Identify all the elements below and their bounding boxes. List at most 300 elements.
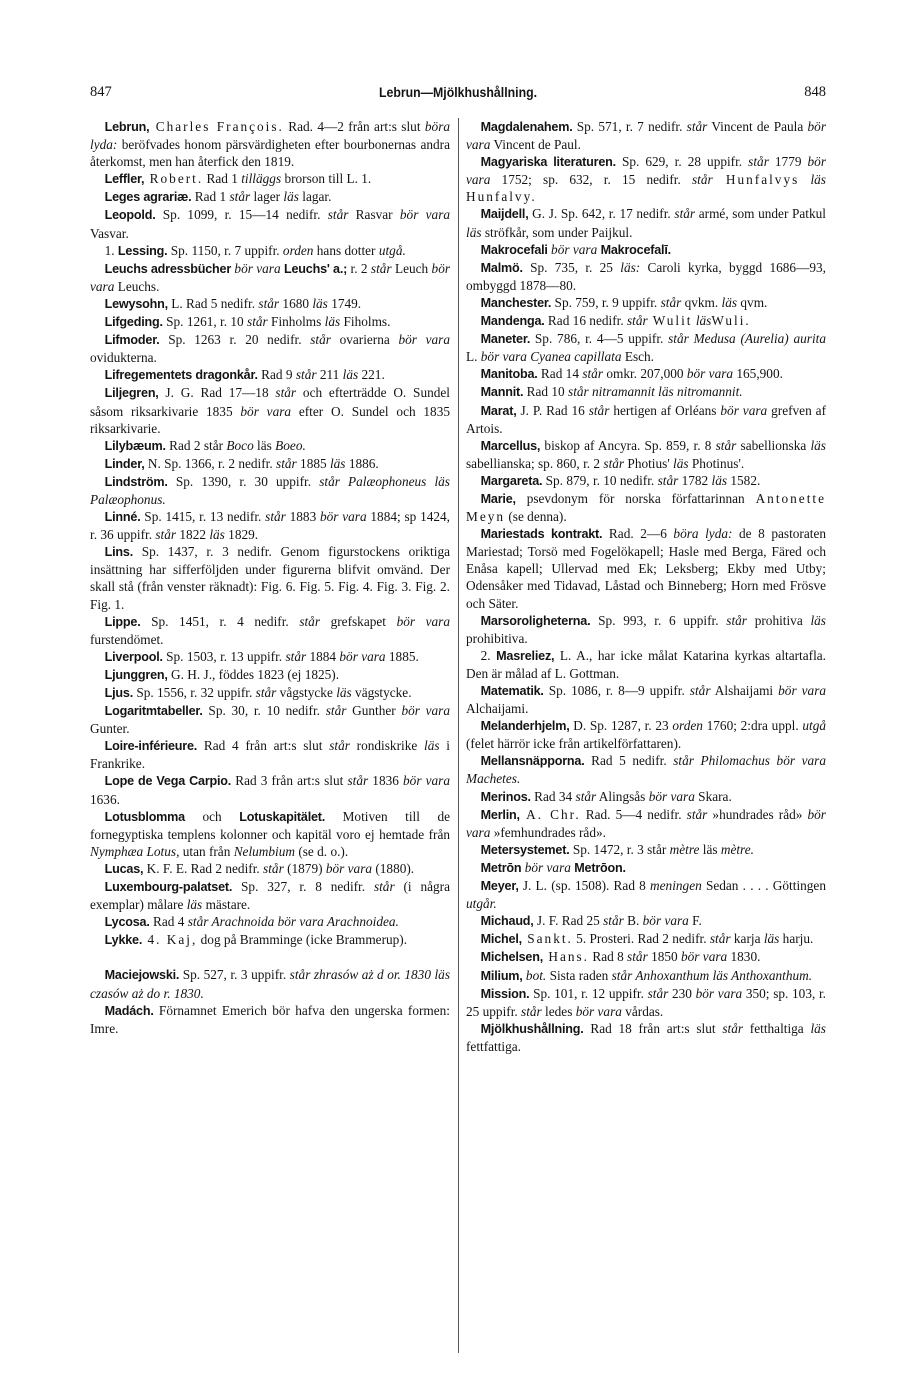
entry-text: 211 [316,367,343,383]
entry-headword: Lykke. [104,933,143,948]
entry-text: J. G. Rad 17—18 [158,385,276,401]
italic-text: står [748,154,769,170]
entry-text: dog på Bramminge (icke Brammerup). [197,932,408,948]
entry-text: furstendömet. [90,631,164,647]
italic-text: står Anhoxanthum läs Anthoxanthum. [611,967,813,983]
entry-headword: Michelsen, [480,950,544,965]
entry-text: Wuli. [711,313,751,329]
entry-headword: Ljus. [104,686,134,700]
italic-text: Nelumbium [233,843,295,859]
italic-text: bör vara [398,332,450,348]
italic-text: står [370,260,392,276]
entry-text: brorson till L. 1. [281,171,372,187]
entry-text: hans dotter [313,242,379,258]
entry-text: Leuchs. [114,278,160,294]
entry-text: 350; sp. 103, r. 25 uppifr. [466,985,827,1019]
entry-text: 1830. [727,949,761,965]
entry-headword: Lins. [104,545,134,560]
page-number-left: 847 [90,84,112,100]
right-column [466,118,826,1055]
entry-headword: Lucas, [104,861,144,876]
index-entry [90,437,450,455]
italic-text: står [647,985,669,1001]
italic-text: står [582,366,604,382]
entry-text: Sp. 527, r. 3 uppifr. [179,967,290,983]
entry-text: 1760; 2:dra uppl. [702,718,803,734]
entry-headword: Leuchs adressbücher [104,261,232,276]
entry-text: Sp. 1263 r. 20 nedifr. [159,332,311,348]
entry-text: Hans. [543,949,589,965]
index-entry [466,806,826,841]
entry-text: Sp. 879, r. 10 nedifr. [542,472,658,488]
index-entry [90,188,450,206]
italic-text: står [299,613,321,629]
entry-text: (se d. o.). [295,843,349,859]
entry-text: Esch. [621,349,654,365]
italic-text: bör vara Cyanea capillata [480,349,622,365]
entry-text: Sp. 1086, r. 8—9 uppifr. [543,683,690,698]
entry-headword: Michel, [480,932,522,947]
entry-text: Rad 3 från art:s slut [231,773,348,789]
entry-text: sabellianska; sp. 860, r. 2 [466,455,604,471]
entry-text: 1836 [368,773,404,789]
index-entry [466,967,826,985]
entry-headword: Matematik. [480,684,544,698]
index-entry [90,772,450,807]
entry-number: 2. [480,647,497,663]
italic-text: står [686,806,708,822]
entry-headword: Marsoroligheterna. [480,613,591,628]
italic-text: bot. [522,967,547,983]
index-entry [90,170,450,188]
entry-headword: Maneter. [480,332,531,347]
italic-text: läs [810,172,826,188]
entry-headword: Melanderhjelm, [480,719,570,734]
entry-headword: Lifmoder. [104,333,160,348]
italic-text: bör vara [466,119,826,153]
italic-text: bör vara [401,703,451,719]
entry-text: Sp. 1150, r. 7 uppifr. [167,242,283,258]
entry-text: Rad 34 [530,788,576,804]
italic-text: läs [424,738,440,754]
entry-headword: Linné. [104,510,141,525]
entry-text: G. H. J., föddes 1823 (ej 1825). [167,666,340,682]
entry-headword: Liverpool. [104,649,163,664]
entry-headword: Logaritmtabeller. [104,704,203,719]
entry-text: Gunter. [90,721,130,737]
italic-text: läs [283,189,299,205]
italic-text: står Arachnoida bör vara Arachnoidea. [187,914,399,930]
column-divider [458,118,459,1353]
entry-text: Alchaijami. [466,701,529,717]
entry-text: Rad 16 nedifr. [544,313,627,329]
index-entry [466,877,826,912]
index-entry [466,859,826,877]
italic-text: står [521,1003,542,1019]
entry-text: Rad 8 [589,949,628,965]
entry-headword: Marcellus, [480,438,541,453]
italic-text: står [689,683,711,698]
entry-headword: Loire-inférieure. [104,739,198,754]
entry-headword: Meyer, [480,879,519,894]
entry-text: 230 [668,985,696,1001]
index-entry [90,366,450,384]
bold-term: Makrocefalī. [600,242,671,257]
entry-headword: Michaud, [480,914,534,929]
italic-text: läs [810,1020,826,1036]
index-entry [90,684,450,702]
entry-headword: Marat, [480,403,517,418]
entry-text: Charles François. [149,119,284,134]
entry-text: harju. [779,931,814,947]
italic-text: står [627,949,648,965]
entry-headword: Luxembourg-palatset. [104,880,233,895]
italic-text: står [275,385,297,401]
index-entry [466,788,826,806]
entry-text: 1885 [296,455,330,471]
italic-text: står [575,788,597,804]
entry-text: Sp. 993, r. 6 uppifr. [590,612,727,628]
entry-text: N. Sp. 1366, r. 2 nedifr. [144,455,277,471]
index-entry [90,260,450,295]
entry-text: Rad 1 [191,189,230,205]
entry-text: Sankt. [521,931,573,947]
entry-headword: Madách. [104,1003,154,1018]
entry-text: Caroli kyrka, byggd 1686—93, ombyggd 1878—80. [466,259,827,293]
italic-text: bör vara [575,1003,622,1019]
italic-text: står [329,738,350,754]
entry-text: Sp. 101, r. 12 uppifr. [529,985,648,1001]
entry-headword: Magdalenahem. [480,120,573,134]
italic-text: bör vara [547,241,598,257]
entry-headword: Mission. [480,986,530,1001]
italic-text: står [347,773,369,789]
entry-text: ströfkår, som under Paijkul. [481,224,633,240]
entry-headword: Lope de Vega Carpio. [104,774,232,789]
entry-text: Rad 10 [523,384,569,400]
italic-text: står [722,1020,744,1036]
index-entry [466,312,826,330]
entry-text: och efterträdde O. Sundel såsom riksarkivarie 1835 [90,385,450,419]
entry-text: läs [699,841,721,857]
entry-text [799,172,810,187]
index-entry [466,752,826,787]
index-entry [90,702,450,737]
italic-text: läs [312,295,328,311]
entry-headword: Mandenga. [480,314,545,329]
italic-text: står [229,189,251,205]
index-entry [90,860,450,878]
entry-headword: Leopold. [104,208,156,223]
italic-text: står [276,455,297,471]
entry-text: 1884 [306,648,340,664]
entry-headword: Maciejowski. [104,968,180,983]
italic-text: bör vara [681,949,728,965]
index-entry [466,612,826,647]
index-entry [466,259,826,294]
entry-text: A. Chr. [519,806,581,822]
entry-headword: Makrocefali [480,242,548,257]
italic-text: bör vara [339,648,386,664]
entry-text: Vincent de Paula [707,119,808,134]
entry-text: qvkm. [681,294,722,310]
entry-text: Fiholms. [340,314,391,330]
index-entry [90,648,450,666]
entry-text: Rad 5 nedifr. [584,753,674,769]
entry-headword: Masreliez, [496,648,555,663]
italic-text: bör vara [720,402,768,418]
italic-text: läs [810,612,826,628]
entry-text: Sp. 629, r. 28 uppifr. [615,154,749,170]
italic-text: läs [721,294,738,310]
italic-text: bör vara [240,403,292,419]
index-entry [90,508,450,543]
italic-text: mètre. [720,841,754,857]
index-entry [466,930,826,948]
entry-text: rondiskrike [349,738,424,754]
index-entry [466,682,826,717]
entry-text: Alingsås [596,788,649,804]
entry-text: Rad. 4—2 från art:s slut [283,119,425,134]
index-entry [90,206,450,241]
entry-text: grefven af Artois. [466,402,826,436]
italic-text: står [327,207,349,223]
italic-text: står [715,437,737,453]
entry-text: J. L. (sp. 1508). Rad 8 [518,878,651,894]
index-entry [90,613,450,648]
index-entry [90,931,450,949]
entry-text: L. A., har icke målat Katarina kyrkas altartafla. Den är målad af L. Gottman. [466,647,827,681]
entry-text: Sp. 1472, r. 3 står [569,841,670,857]
page-number-right: 848 [804,84,826,100]
entry-text: Sp. 1556, r. 32 uppifr. [133,685,256,700]
entry-text: Rad 4 [149,914,188,930]
entry-text: psevdonym för norska författarinnan [515,490,756,506]
index-entry [90,384,450,436]
italic-text: läs [342,367,359,383]
entry-text: D. Sp. 1287, r. 23 [569,718,673,734]
entry-headword: Lessing. [117,243,168,258]
entry-text: fetthaltiga [743,1020,811,1036]
index-entry [90,295,450,313]
entry-headword: Mellansnäpporna. [480,754,585,769]
entry-text: qvm. [737,294,768,310]
entry-text: »hundrades råd» [707,806,808,822]
entry-headword: Merinos. [480,789,531,804]
entry-text: Sp. 327, r. 8 nedifr. [232,879,374,895]
entry-text: Hunfalvy. [466,189,537,205]
entry-text: Sp. 1503, r. 13 uppifr. [162,648,286,664]
italic-text: står [691,172,713,188]
entry-text: Photius' [624,455,674,471]
italic-text: står [674,206,696,222]
entry-text: Sp. 1261, r. 10 [162,314,248,330]
index-entry [466,841,826,859]
italic-text: bör vara [648,788,695,804]
page-header [90,84,826,104]
entry-text: (se denna). [505,509,567,525]
index-entry [466,118,826,153]
entry-text: 221. [358,367,385,383]
italic-text: bör vara [642,913,689,929]
entry-text: Rad. 2—6 [602,526,674,542]
entry-text: lagar. [298,189,332,205]
entry-text: 1829. [224,527,259,543]
entry-text: Rad 14 [537,366,583,382]
italic-text: bör vara [396,613,450,629]
italic-text: står [626,313,648,329]
entry-text: Sp. 1437, r. 3 nedifr. Genom figurstockens oriktiga insättning har sifferföljden under figurerna blifvit omvänd. Der skall stå (från venster räknadt): Fig. 6. Fig. 5. Fig. 4. Fig. 3. Fig. 2. Fig. 1. [90,544,450,612]
entry-text: hertigen af Orléans [609,402,721,418]
index-entry [90,473,450,508]
italic-text: står [258,295,280,311]
index-entry [466,402,826,437]
italic-text: bör vara [466,154,827,188]
entry-headword: Mannit. [480,385,524,400]
entry-text: 1749. [327,295,362,311]
entry-headword: Lifregementets dragonkår. [104,368,258,383]
entry-text: Sedan . . . . Göttingen [701,878,826,894]
entry-headword: Ljunggren, [104,667,168,682]
entry-text: F. [688,913,702,929]
italic-text: Nymphæa Lotus, [90,843,180,859]
italic-text: bör vara [90,260,451,294]
entry-text: Finholms [267,314,325,330]
entry-text: ovarierna [330,332,399,348]
index-entry [466,472,826,490]
entry-headword: Lifgeding. [104,315,163,330]
entry-text: Rasvar [348,207,400,223]
entry-text: Antonette Meyn [466,490,826,525]
italic-text: böra lyda: [673,526,733,542]
entry-text: 1822 [176,527,210,543]
entry-headword: Lebrun, [104,120,150,134]
entry-headword: Lotusblomma [104,809,185,824]
bold-term: Leuchs' a.; [284,261,348,276]
entry-text: sabellionska [736,437,811,453]
index-entry [466,912,826,930]
running-title: Lebrun—Mjölkhushållning. [378,84,538,100]
italic-text: står zhrasów aż d or. 1830 läs czasów aż do r. 1830. [90,967,450,1001]
entry-text: 4. Kaj, [142,932,198,948]
entry-headword: Mariestads kontrakt. [480,527,603,542]
italic-text: bör vara [320,509,367,525]
italic-text: mètre [669,841,700,857]
italic-text: läs [466,224,482,240]
italic-text: läs [673,455,689,471]
entry-text: 1752; sp. 632, r. 15 nedifr. [490,172,692,188]
entry-headword: Linder, [104,456,145,471]
entry-text: utan från [179,843,234,859]
entry-text: läs [253,437,276,453]
entry-text: L. Rad 5 nedifr. [167,295,259,311]
italic-text: står [255,685,277,700]
entry-headword: Lindström. [104,474,168,489]
italic-text: står [285,648,307,664]
italic-text: står [660,294,682,310]
index-entry [466,1020,826,1055]
entry-headword: Lycosa. [104,915,150,930]
italic-text: bör vara [466,806,826,840]
entry-text: 1886. [345,455,379,471]
entry-number: 1. [104,242,118,258]
entry-text: ovidukterna. [90,350,157,366]
entry-text: lager [250,189,284,205]
index-entry [466,437,826,472]
index-entry [466,717,826,752]
entry-headword: Lippe. [104,614,141,629]
index-entry [90,242,450,260]
index-entry [90,913,450,931]
entry-text: fettfattiga. [466,1038,522,1054]
italic-text: läs [324,314,341,330]
entry-headword: Mjölkhushållning. [480,1021,584,1036]
index-entry [90,966,450,1001]
italic-text: läs [810,437,826,453]
entry-text: Gunther [346,703,402,719]
italic-text: står [155,527,177,543]
italic-text: står Philomachus bör vara Machetes. [466,753,826,787]
italic-text: Boeo. [275,437,306,453]
entry-headword: Magyariska literaturen. [480,155,616,170]
entry-headword: Leffler, [104,172,145,187]
italic-text: Boco [226,437,254,453]
entry-text: 1779 [768,154,808,170]
italic-text: står [325,703,347,719]
index-entry [90,666,450,684]
italic-text: läs [711,472,728,488]
entry-text: Wulit [647,313,693,329]
italic-text: står [657,472,679,488]
entry-text: och [185,808,240,824]
entry-headword: Lewysohn, [104,296,168,311]
index-entry [466,948,826,966]
entry-text: Photinus'. [688,455,745,471]
entry-text: ledes [541,1003,576,1019]
entry-text: 165,900. [733,366,783,382]
italic-text: bör vara [695,985,743,1001]
italic-text: står [295,367,317,383]
index-entry [90,1002,450,1037]
italic-text: böra lyda: [90,119,451,153]
entry-headword: Merlin, [480,807,520,822]
entry-text: (1879) [283,860,326,876]
entry-text: Rad 2 står [165,437,227,453]
entry-text: Rad 4 från art:s slut [197,738,330,754]
entry-text: Sp. 759, r. 9 uppifr. [551,294,661,310]
index-entry [90,878,450,913]
entry-headword: Manchester. [480,295,552,310]
italic-text: står [373,879,395,895]
italic-text: står [310,332,331,348]
entry-text: Alshaijami [710,683,779,698]
entry-text: Hunfalvys [712,172,800,188]
italic-text: står [726,612,747,628]
entry-text: J. F. Rad 25 [533,913,604,929]
index-entry [90,331,450,366]
entry-headword: Liljegren, [104,386,159,401]
index-entry [466,383,826,401]
entry-text: (i några exemplar) målare [90,879,450,913]
entry-text: vårdas. [621,1003,664,1019]
entry-text: L. [466,349,481,365]
index-entry [466,241,826,259]
entry-text: »femhundrades råd». [490,824,606,840]
entry-text: Sista raden [546,967,612,983]
entry-text: armé, som under Patkul [695,206,826,222]
italic-text: står [588,402,610,418]
entry-text: biskop af Ancyra. Sp. 859, r. 8 [540,437,716,453]
